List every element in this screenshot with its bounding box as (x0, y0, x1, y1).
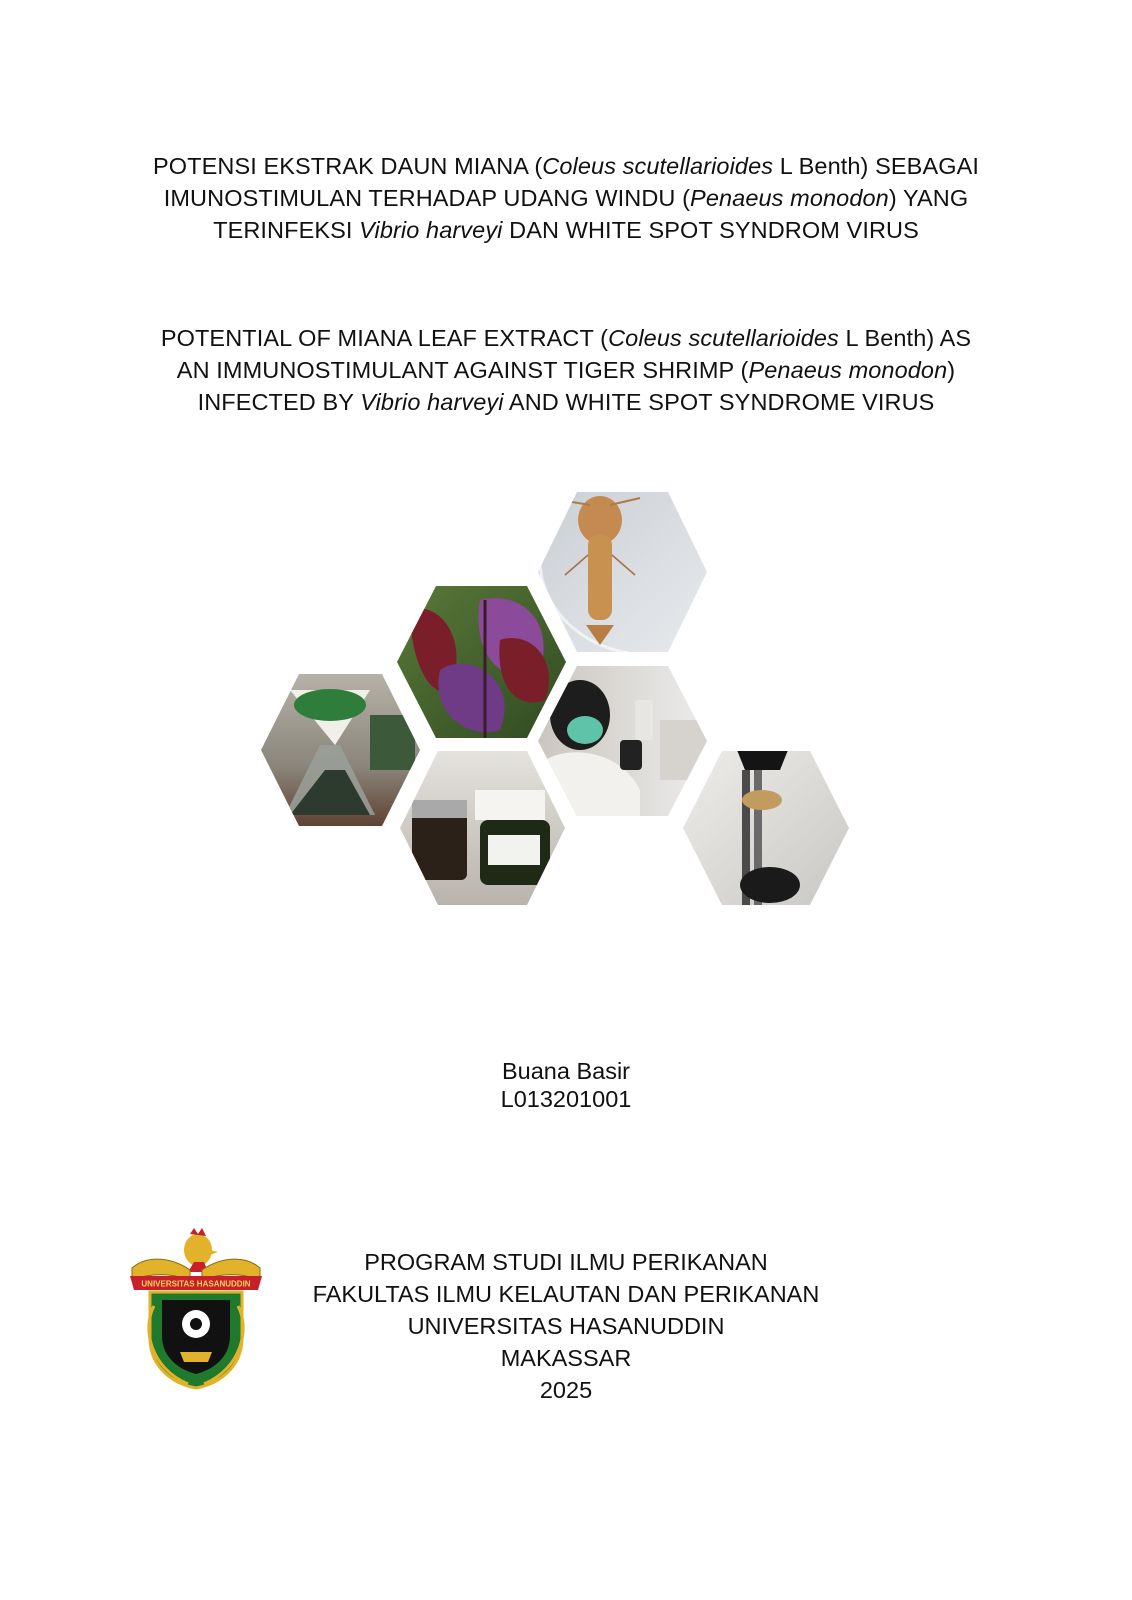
logo-ribbon-text: UNIVERSITAS HASANUDDIN (141, 1279, 251, 1289)
photo-miana-leaves (390, 580, 575, 745)
title-id-line-1-text-b: L Benth) SEBAGAI (773, 153, 979, 179)
title-en-line-3-text-a: INFECTED BY (197, 389, 361, 415)
photo-flask-filtration (255, 668, 425, 833)
title-en-line-1 (0, 322, 1132, 354)
title-id-line-1-species: Coleus scutellarioides (542, 153, 774, 179)
title-en-line-2-species: Penaeus monodon (748, 357, 948, 383)
title-english (0, 322, 1132, 418)
title-en-line-3-text-b: AND WHITE SPOT SYNDROME VIRUS (503, 389, 935, 415)
photo-lab-researcher (530, 660, 715, 830)
year: 2025 (539, 1377, 593, 1403)
title-en-line-1-text-a: POTENTIAL OF MIANA LEAF EXTRACT ( (160, 325, 609, 351)
title-en-line-2 (0, 354, 1132, 386)
city-name: MAKASSAR (500, 1345, 632, 1371)
title-id-line-3-text-a: TERINFEKSI (213, 217, 360, 243)
title-id-line-3-species: Vibrio harveyi (359, 217, 503, 243)
title-id-line-2-text-b: ) YANG (888, 185, 969, 211)
title-en-line-1-text-b: L Benth) AS (838, 325, 972, 351)
title-id-line-3-text-b: DAN WHITE SPOT SYNDROM VIRUS (502, 217, 919, 243)
faculty-name: FAKULTAS ILMU KELAUTAN DAN PERIKANAN (312, 1281, 820, 1307)
author-block (0, 1057, 1132, 1113)
author-name: Buana Basir (501, 1058, 631, 1084)
photo-tweezers-shrimp (678, 745, 854, 910)
title-en-line-3-species: Vibrio harveyi (360, 389, 504, 415)
title-id-line-2-text-a: IMUNOSTIMULAN TERHADAP UDANG WINDU ( (163, 185, 691, 211)
title-id-line-3 (0, 214, 1132, 246)
title-en-line-1-species: Coleus scutellarioides (608, 325, 839, 351)
title-indonesian (0, 150, 1132, 246)
title-en-line-2-text-b: ) (947, 357, 956, 383)
title-en-line-2-text-a: AN IMMUNOSTIMULANT AGAINST TIGER SHRIMP ( (176, 357, 749, 383)
title-id-line-2 (0, 182, 1132, 214)
title-id-line-1 (0, 150, 1132, 182)
title-en-line-3 (0, 386, 1132, 418)
university-name: UNIVERSITAS HASANUDDIN (407, 1313, 725, 1339)
student-id: L013201001 (500, 1086, 632, 1112)
title-id-line-1-text-a: POTENSI EKSTRAK DAUN MIANA ( (152, 153, 543, 179)
title-id-line-2-species: Penaeus monodon (690, 185, 889, 211)
institution-block (0, 1246, 1132, 1406)
study-program: PROGRAM STUDI ILMU PERIKANAN (364, 1249, 768, 1275)
photo-shrimp-petri-dish (530, 465, 760, 660)
photo-extract-jars (395, 745, 570, 910)
